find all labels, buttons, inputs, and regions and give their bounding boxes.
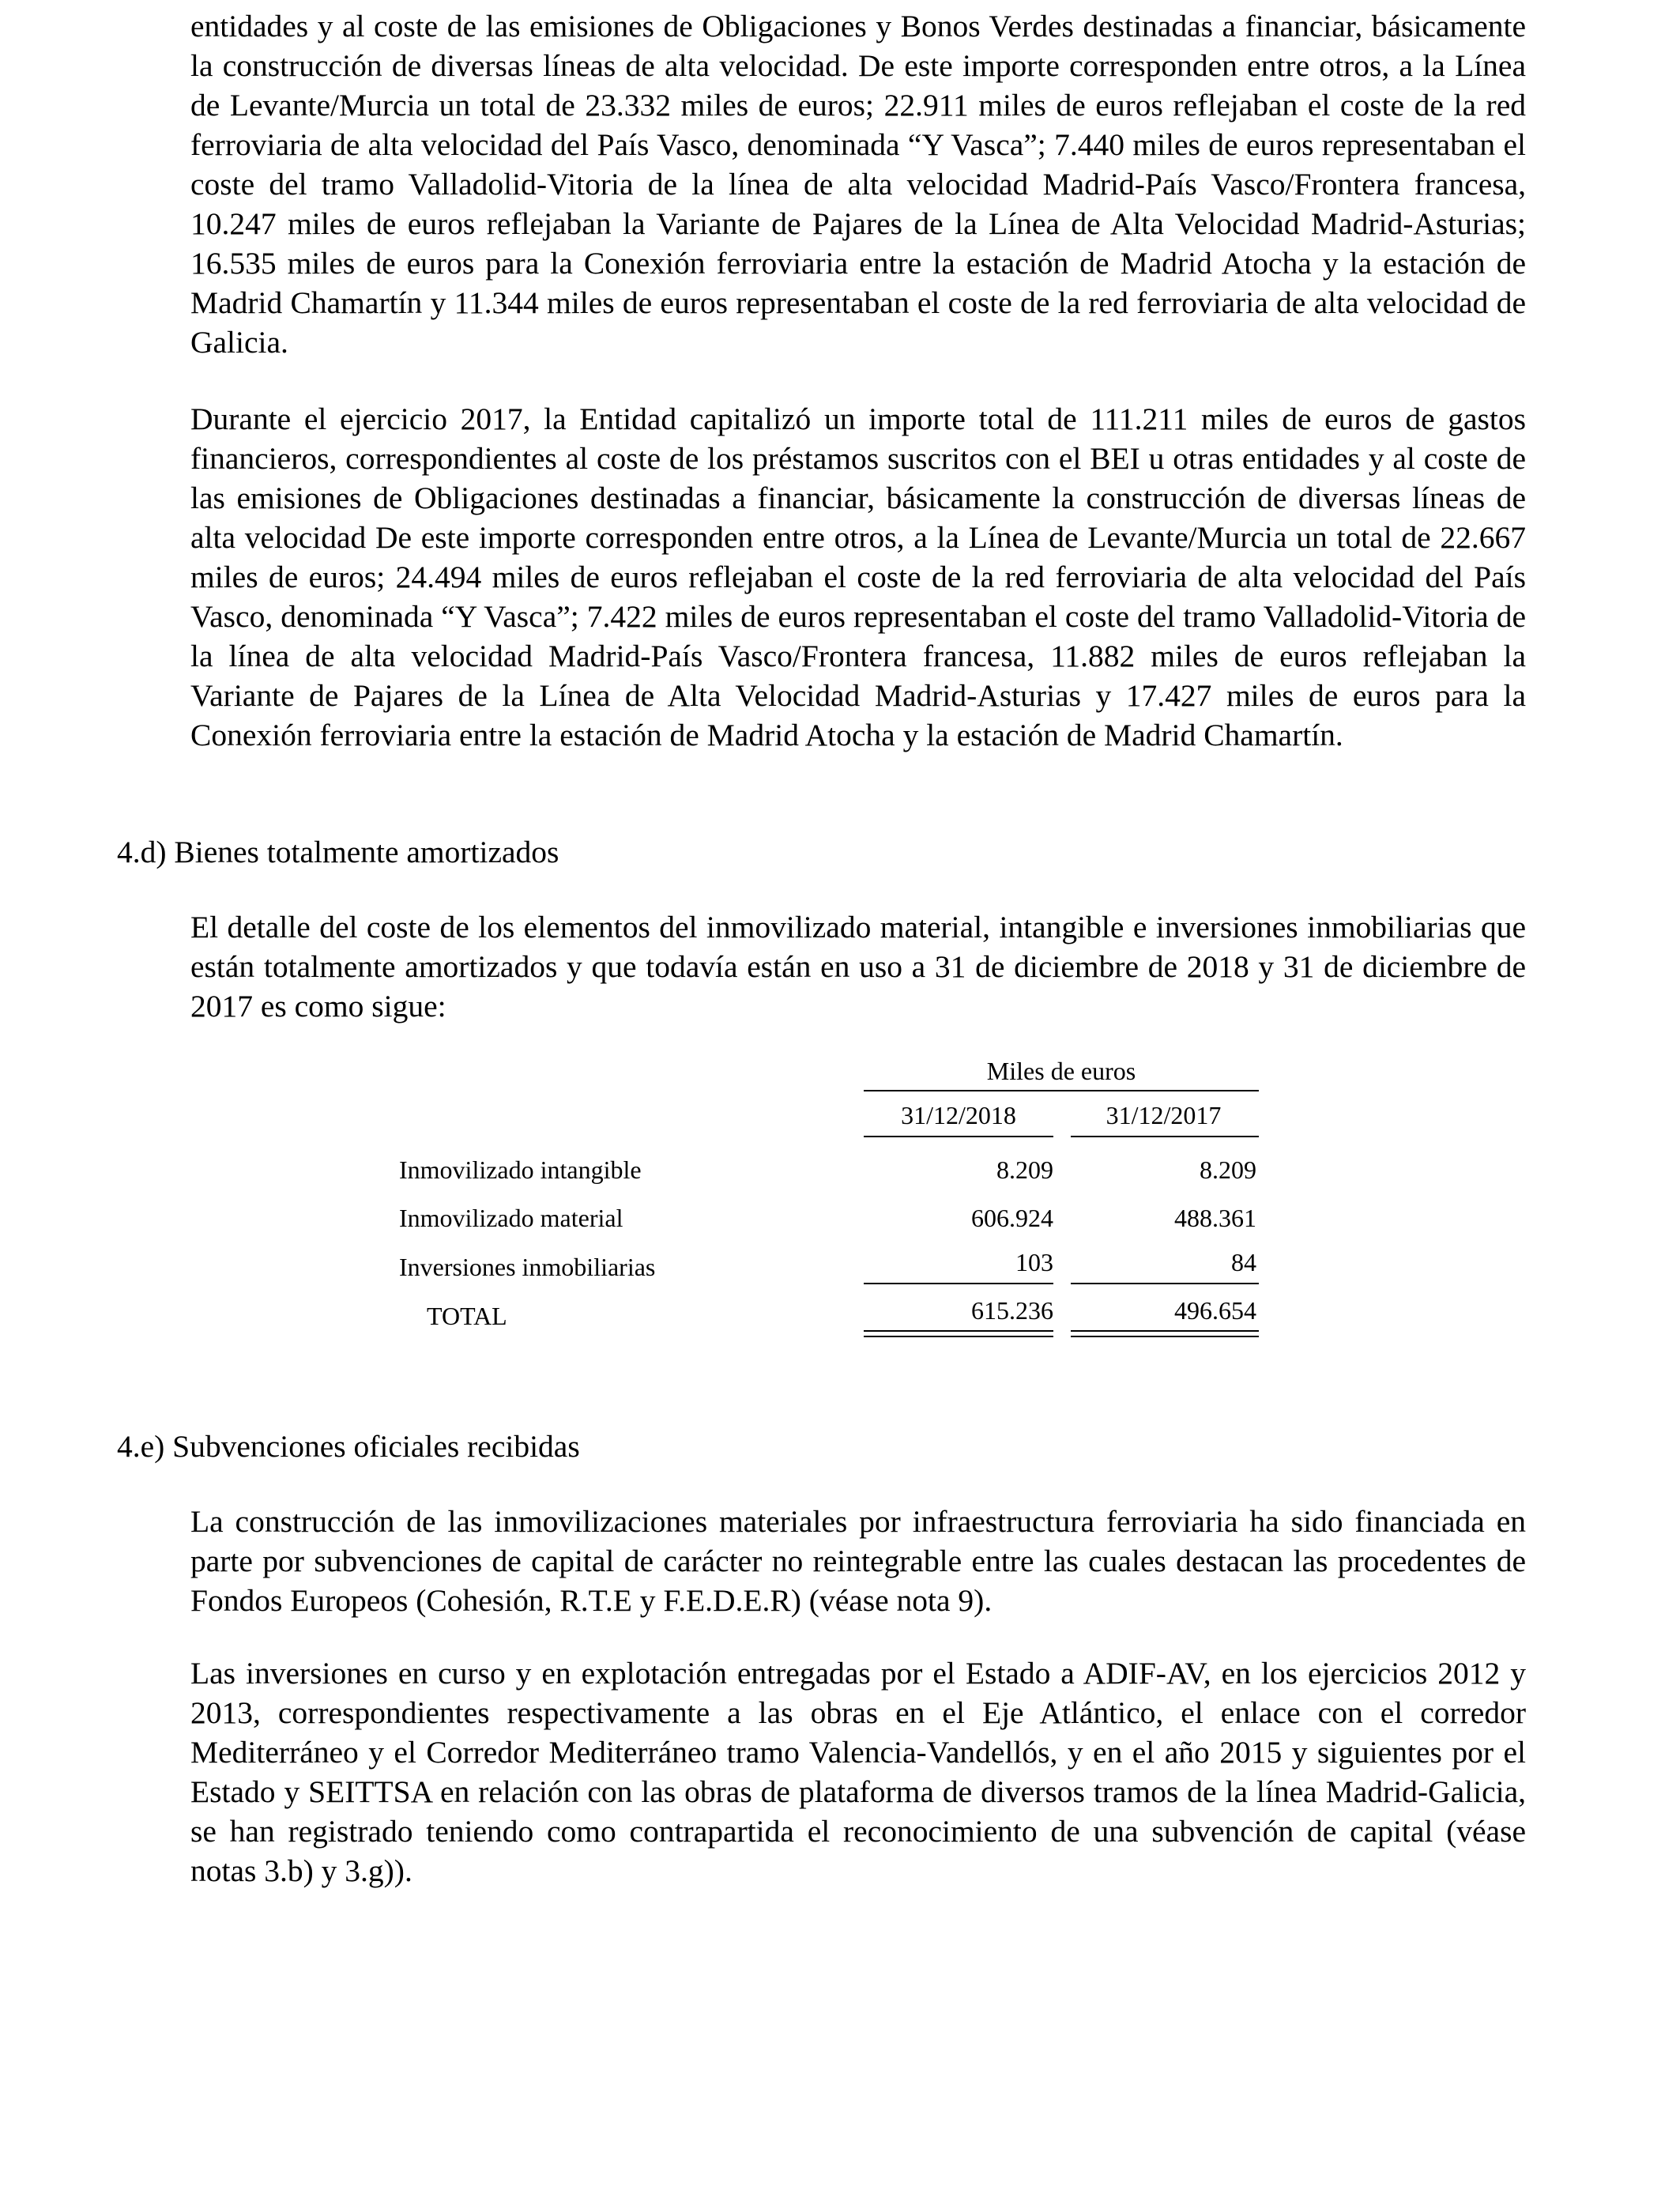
total-double-rule-2017-a — [1071, 1330, 1259, 1332]
paragraph-capitalized-costs-2017: Durante el ejercicio 2017, la Entidad capitalizó un importe total de 111.211 miles de euros de gastos financieros, correspondientes al coste de los préstamos suscritos con el BEI u otras entidades y al coste de las emisiones de Obligaciones destinadas a financiar, básicamente la construcción de diversas líneas de alta velocidad De este importe corresponden entre otros, a la Línea de Levante/Murcia un total de 22.667 miles de euros; 24.494 miles de euros reflejaban el coste de la red ferroviaria de alta velocidad del País Vasco, denominada “Y Vasca”; 7.422 miles de euros representaban el coste del tramo Valladolid-Vitoria de la línea de alta velocidad Madrid-País Vasco/Frontera francesa, 11.882 miles de euros reflejaban la Variante de Pajares de la Línea de Alta Velocidad Madrid-Asturias y 17.427 miles de euros para la Conexión ferroviaria entre la estación de Madrid Atocha y la estación de Madrid Chamartín. — [190, 401, 1526, 752]
paragraph-capitalized-costs-2018-cont: entidades y al coste de las emisiones de Obligaciones y Bonos Verdes destinadas a financiar, básicamente la construcción de diversas líneas de alta velocidad. De este importe corresponden entre otros, a la Línea de Levante/Murcia un total de 23.332 miles de euros; 22.911 miles de euros reflejaban el coste de la red ferroviaria de alta velocidad del País Vasco, denominada “Y Vasca”; 7.440 miles de euros representaban el coste del tramo Valladolid-Vitoria de la línea de alta velocidad Madrid-País Vasco/Frontera francesa, 10.247 miles de euros reflejaban la Variante de Pajares de la Línea de Alta Velocidad Madrid-Asturias; 16.535 miles de euros para la Conexión ferroviaria entre la estación de Madrid Atocha y la estación de Madrid Chamartín y 11.344 miles de euros representaban el coste de la red ferroviaria de alta velocidad de Galicia. — [190, 9, 1526, 360]
total-label: TOTAL — [427, 1302, 507, 1330]
table-col-rule-2017 — [1071, 1136, 1259, 1137]
row-label-material: Inmovilizado material — [399, 1204, 623, 1232]
row-value-2017: 488.361 — [1174, 1204, 1256, 1232]
row-value-2018: 606.924 — [971, 1204, 1053, 1232]
total-double-rule-2017-b — [1071, 1336, 1259, 1337]
heading-section-4d: 4.d) Bienes totalmente amortizados — [117, 835, 559, 869]
total-double-rule-2018-a — [864, 1330, 1053, 1332]
total-value-2017: 496.654 — [1174, 1296, 1256, 1325]
table-col-header-2017: 31/12/2017 — [1106, 1101, 1222, 1129]
total-value-2018: 615.236 — [971, 1296, 1053, 1325]
total-double-rule-2018-b — [864, 1336, 1053, 1337]
table-unit-header: Miles de euros — [986, 1057, 1136, 1085]
row-value-2017: 84 — [1231, 1248, 1256, 1276]
paragraph-fully-amortized-intro: El detalle del coste de los elementos del inmovilizado material, intangible e inversiones inmobiliarias que están totalmente amortizados y que todavía están en uso a 31 de diciembre de 2018 y 31 de diciembre de 2017 es como sigue: — [190, 910, 1526, 1023]
subtotal-rule-2018 — [864, 1283, 1053, 1284]
table-col-rule-2018 — [864, 1136, 1053, 1137]
table-col-header-2018: 31/12/2018 — [901, 1101, 1016, 1129]
row-label-real-estate: Inversiones inmobiliarias — [399, 1253, 656, 1281]
row-value-2018: 8.209 — [996, 1155, 1053, 1184]
row-value-2018: 103 — [1015, 1248, 1053, 1276]
subtotal-rule-2017 — [1071, 1283, 1259, 1284]
table-header-rule — [864, 1090, 1259, 1091]
row-value-2017: 8.209 — [1200, 1155, 1256, 1184]
paragraph-grants-construction: La construcción de las inmovilizaciones materiales por infraestructura ferroviaria ha sido financiada en parte por subvenciones de capital de carácter no reintegrable entre las cuales destacan las procedentes de Fondos Europeos (Cohesión, R.T.E y F.E.D.E.R) (véase nota 9). — [190, 1504, 1526, 1618]
paragraph-grants-investments: Las inversiones en curso y en explotación entregadas por el Estado a ADIF-AV, en los ejercicios 2012 y 2013, correspondientes respectivamente a las obras en el Eje Atlántico, el enlace con el corredor Mediterráneo y el Corredor Mediterráneo tramo Valencia-Vandellós, y en el año 2015 y siguientes por el Estado y SEITTSA en relación con las obras de plataforma de diversos tramos de la línea Madrid-Galicia, se han registrado teniendo como contrapartida el reconocimiento de una subvención de capital (véase notas 3.b) y 3.g)). — [190, 1656, 1526, 1888]
row-label-intangible: Inmovilizado intangible — [399, 1155, 642, 1184]
heading-section-4e: 4.e) Subvenciones oficiales recibidas — [117, 1429, 580, 1464]
